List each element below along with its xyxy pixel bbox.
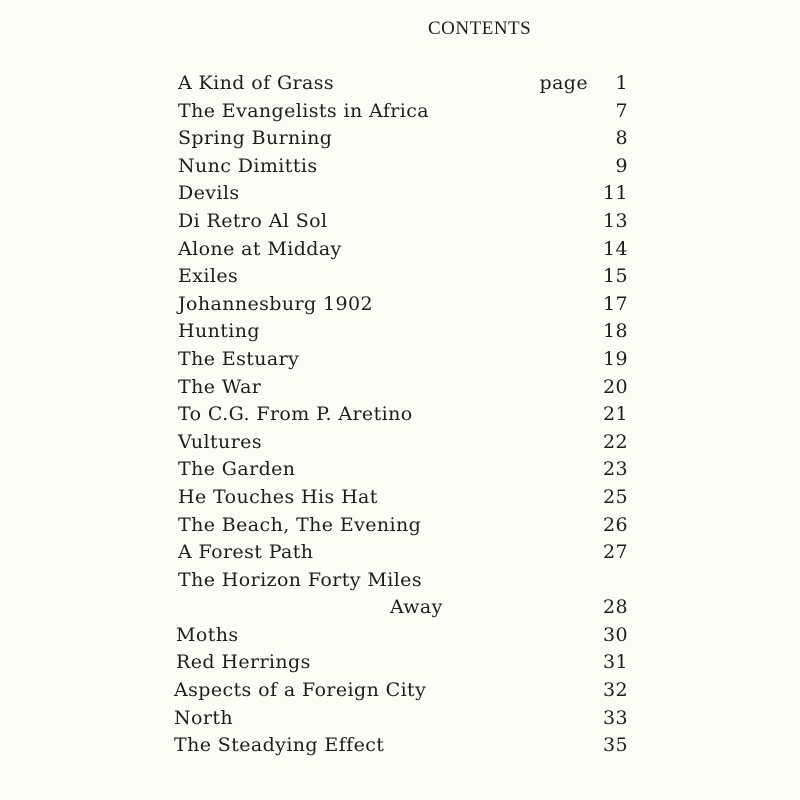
toc-entry-title: North [174, 706, 234, 729]
toc-entry-title: Hunting [178, 320, 260, 343]
toc-entry-title: The Beach, The Evening [178, 513, 422, 536]
toc-entry-page: 1 [615, 72, 628, 94]
toc-entry-page: 22 [603, 430, 628, 453]
toc-entry-page: 27 [603, 541, 628, 564]
toc-entry-title: The Horizon Forty Miles [178, 568, 422, 591]
toc-entry [176, 70, 636, 98]
toc-entry-page: 9 [615, 154, 628, 177]
toc-entry-page: 8 [615, 127, 628, 150]
toc-entry-page: 25 [603, 485, 628, 508]
toc-entry [176, 125, 636, 153]
toc-entry-page: 28 [603, 596, 628, 619]
toc-entry-title: Nunc Dimittis [178, 154, 318, 177]
toc-entry-page: 26 [603, 513, 628, 536]
toc-entry-page: 14 [603, 237, 628, 260]
toc-entry-title-continuation: Away [390, 596, 443, 619]
toc-entry [176, 732, 636, 760]
toc-entry-title: The Steadying Effect [174, 734, 385, 757]
toc-entry [176, 484, 636, 512]
toc-entry-title: Di Retro Al Sol [178, 209, 328, 232]
toc-entry [176, 567, 636, 595]
toc-entry-title: The Evangelists in Africa [178, 99, 429, 122]
toc-entry-title: Alone at Midday [178, 237, 342, 260]
toc-entry-title: Vultures [178, 430, 262, 453]
toc-entry [176, 208, 636, 236]
toc-entry-page: 30 [603, 623, 628, 646]
toc-entry-page: 33 [603, 706, 628, 729]
toc-entry-page: 13 [603, 209, 628, 232]
toc-entry-title: To C.G. From P. Aretino [178, 403, 413, 426]
page-label: page [539, 72, 588, 94]
toc-entry [176, 401, 636, 429]
toc-entry-title: Devils [178, 182, 240, 205]
toc-entry-continuation [176, 594, 636, 622]
toc-entry-page: 23 [603, 458, 628, 481]
toc-entry [176, 374, 636, 402]
toc-entry-title: Johannesburg 1902 [178, 292, 373, 315]
toc-entry-page: 32 [603, 679, 628, 702]
toc-entry [176, 705, 636, 733]
toc-entry-title: A Forest Path [178, 541, 314, 564]
toc-entry [176, 677, 636, 705]
toc-entry-page: 7 [615, 99, 628, 122]
toc-entry-page: 35 [603, 734, 628, 757]
toc-entry [176, 649, 636, 677]
toc-entry-page: 15 [603, 265, 628, 288]
toc-entry [176, 622, 636, 650]
toc-entry [176, 318, 636, 346]
toc-entry [176, 346, 636, 374]
toc-entry-page: 19 [603, 347, 628, 370]
toc-entry [176, 539, 636, 567]
page-title: CONTENTS [428, 18, 532, 39]
toc-entry-title: The War [178, 375, 262, 398]
toc-entry-page: 11 [603, 182, 628, 205]
toc-entry [176, 98, 636, 126]
toc-entry-page: 31 [603, 651, 628, 674]
toc-entry [176, 236, 636, 264]
toc-entry [176, 291, 636, 319]
toc-entry [176, 180, 636, 208]
toc-entry-title: Moths [176, 623, 239, 646]
toc-entry-page: 20 [603, 375, 628, 398]
table-of-contents [176, 70, 636, 760]
toc-entry-page: 21 [603, 403, 628, 426]
toc-entry-page: 17 [603, 292, 628, 315]
toc-entry [176, 263, 636, 291]
toc-entry [176, 153, 636, 181]
toc-entry-title: The Garden [178, 458, 296, 481]
toc-entry-title: A Kind of Grass [178, 72, 335, 94]
toc-entry [176, 429, 636, 457]
toc-entry-title: Red Herrings [176, 651, 311, 674]
toc-entry [176, 456, 636, 484]
toc-entry-title: Exiles [178, 265, 239, 288]
toc-entry-page: 18 [603, 320, 628, 343]
toc-entry-title: Spring Burning [178, 127, 333, 150]
toc-entry-title: The Estuary [178, 347, 300, 370]
toc-entry-title: He Touches His Hat [178, 485, 378, 508]
toc-entry [176, 512, 636, 540]
toc-entry-title: Aspects of a Foreign City [174, 679, 427, 702]
